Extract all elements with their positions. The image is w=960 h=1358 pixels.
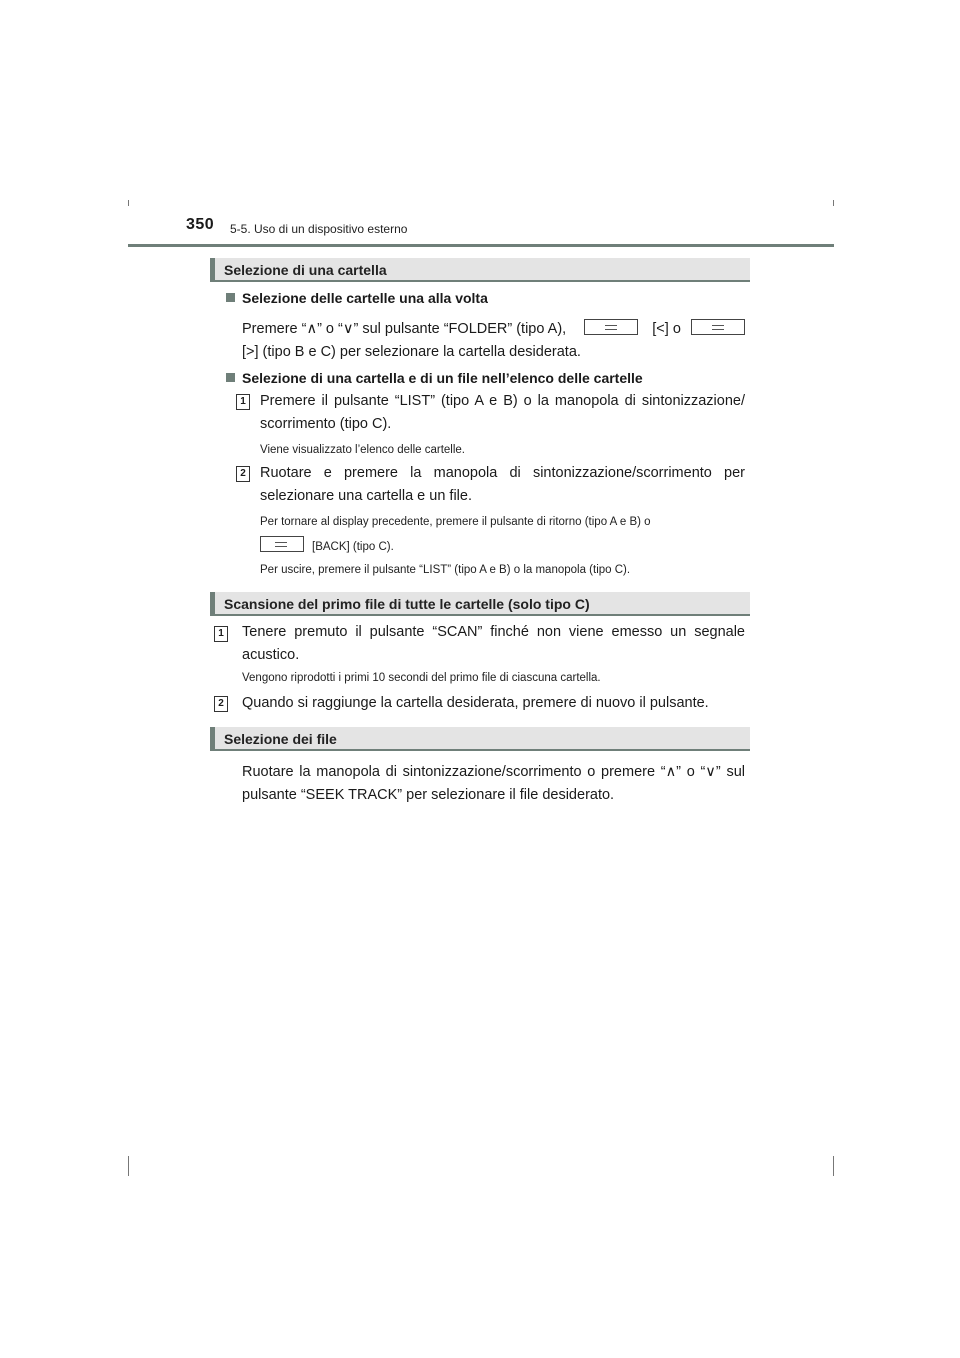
subheading-one-at-a-time <box>226 290 488 306</box>
crop-mark-top-left <box>128 200 129 206</box>
header-rule <box>128 244 834 247</box>
step-number: 2 <box>214 696 228 712</box>
note-text: [BACK] (tipo C). <box>312 541 394 553</box>
step-text: Premere il pulsante “LIST” (tipo A e B) o la manopola di sintonizzazione/ scorrimento (tipo C). <box>260 393 745 432</box>
step-note: Viene visualizzato l’elenco delle cartelle. <box>260 444 465 456</box>
section-heading-text: Selezione dei file <box>224 731 337 747</box>
section-heading-file-select <box>210 727 750 751</box>
step-note <box>260 512 745 557</box>
step-number: 1 <box>214 626 228 642</box>
step-note: Vengono riprodotti i primi 10 secondi del primo file di ciascuna cartella. <box>242 672 601 684</box>
crop-mark-top-right <box>833 200 834 206</box>
paragraph-text: [<] o <box>652 321 681 337</box>
square-bullet-icon <box>226 373 235 382</box>
paragraph-text: [>] (tipo B e C) per selezionare la cartella desiderata. <box>242 344 581 360</box>
step-text: Quando si raggiunge la cartella desiderata, premere di nuovo il pulsante. <box>242 695 709 711</box>
crop-mark-bottom-left <box>128 1156 129 1176</box>
subheading-text: Selezione delle cartelle una alla volta <box>242 290 488 306</box>
paragraph-text: Premere “∧” o “∨” sul pulsante “FOLDER” (tipo A), <box>242 321 567 337</box>
section-heading-bar <box>210 258 215 280</box>
section-heading-text: Scansione del primo file di tutte le cartelle (solo tipo C) <box>224 596 590 612</box>
button-icon <box>584 319 638 335</box>
step-text: Ruotare e premere la manopola di sintonizzazione/scorrimento per selezionare una cartella e un file. <box>260 465 745 504</box>
note-text: Per tornare al display precedente, premere il pulsante di ritorno (tipo A e B) o <box>260 516 651 528</box>
section-heading-scan <box>210 592 750 616</box>
page-number: 350 <box>186 216 215 233</box>
step-number: 1 <box>236 394 250 410</box>
button-icon <box>260 536 304 552</box>
section-heading-text: Selezione di una cartella <box>224 262 387 278</box>
running-header: 5-5. Uso di un dispositivo esterno <box>230 222 408 236</box>
square-bullet-icon <box>226 293 235 302</box>
section-heading-folder-select <box>210 258 750 282</box>
step-text: Tenere premuto il pulsante “SCAN” finché non viene emesso un segnale acustico. <box>242 624 745 663</box>
crop-mark-bottom-right <box>833 1156 834 1176</box>
button-icon <box>691 319 745 335</box>
paragraph-folder-buttons <box>242 318 745 364</box>
step-note: Per uscire, premere il pulsante “LIST” (tipo A e B) o la manopola (tipo C). <box>260 564 631 576</box>
subheading-folder-list <box>226 370 643 386</box>
section-heading-bar <box>210 727 215 749</box>
paragraph-file-select: Ruotare la manopola di sintonizzazione/scorrimento o premere “∧” o “∨” sul pulsante “SEEK TRACK” per selezionare il file desiderato. <box>242 764 745 803</box>
subheading-text: Selezione di una cartella e di un file nell’elenco delle cartelle <box>242 370 643 386</box>
step-number: 2 <box>236 466 250 482</box>
section-heading-bar <box>210 592 215 614</box>
